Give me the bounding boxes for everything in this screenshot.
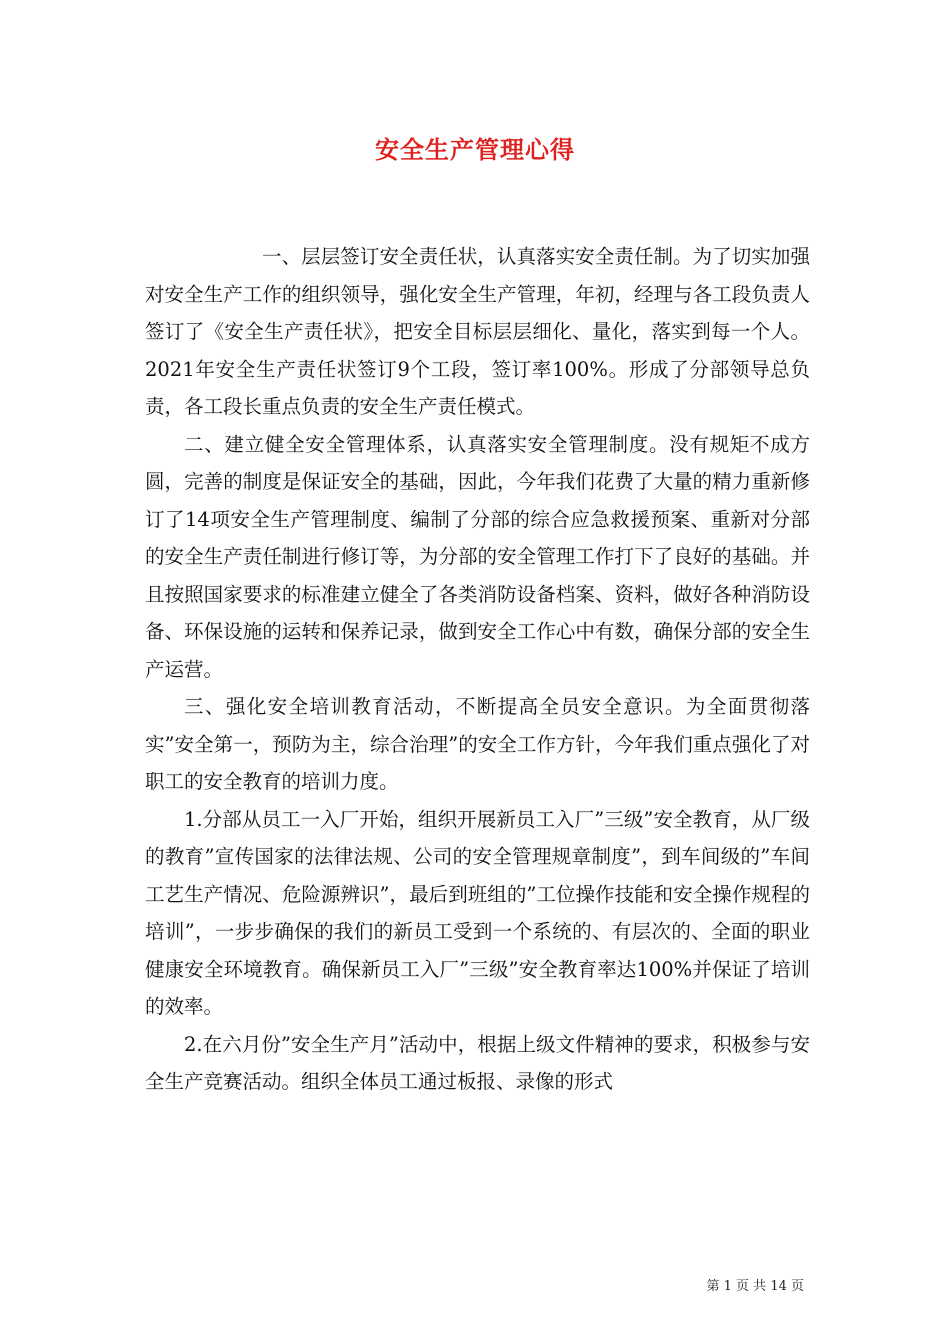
- paragraph-3: 三、强化安全培训教育活动，不断提高全员安全意识。为全面贯彻落实”安全第一，预防为主，综合治理”的安全工作方针，今年我们重点强化了对职工的安全教育的培训力度。: [145, 695, 810, 793]
- document-body: [145, 238, 810, 1101]
- document-title: 安全生产管理心得: [375, 135, 575, 164]
- paragraph-5: 2.在六月份”安全生产月”活动中，根据上级文件精神的要求，积极参与安全生产竞赛活动。组织全体员工通过板报、录像的形式: [145, 1032, 810, 1093]
- paragraph-2: 二、建立健全安全管理体系，认真落实安全管理制度。没有规矩不成方圆，完善的制度是保证安全的基础，因此，今年我们花费了大量的精力重新修订了14项安全生产管理制度、编制了分部的综合应急救援预案、重新对分部的安全生产责任制进行修订等，为分部的安全管理工作打下了良好的基础。并且按照国家要求的标准建立健全了各类消防设备档案、资料，做好各种消防设备、环保设施的运转和保养记录，做到安全工作心中有数，确保分部的安全生产运营。: [145, 432, 810, 681]
- page-number-footer: 第 1 页 共 14 页: [706, 1279, 804, 1294]
- paragraph-4: 1.分部从员工一入厂开始，组织开展新员工入厂”三级”安全教育，从厂级的教育”宣传国家的法律法规、公司的安全管理规章制度”，到车间级的”车间工艺生产情况、危险源辨识”，最后到班组的”工位操作技能和安全操作规程的培训”，一步步确保的我们的新员工受到一个系统的、有层次的、全面的职业健康安全环境教育。确保新员工入厂”三级”安全教育率达100%并保证了培训的效率。: [145, 807, 810, 1018]
- paragraph-1: 一、层层签订安全责任状，认真落实安全责任制。为了切实加强对安全生产工作的组织领导，强化安全生产管理，年初，经理与各工段负责人签订了《安全生产责任状》，把安全目标层层细化、量化，落实到每一个人。2021年安全生产责任状签订9个工段，签订率100%。形成了分部领导总负责，各工段长重点负责的安全生产责任模式。: [145, 245, 810, 418]
